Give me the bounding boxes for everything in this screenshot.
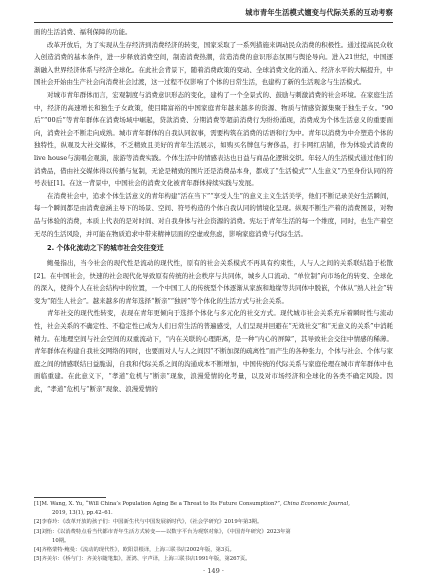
footnote: [4]齐格蒙特·鲍曼：《流动的现代性》，欧阳景根译，上海三联书店2002年版，第3页。 bbox=[34, 547, 235, 554]
footnote-continuation: 2019, 13(1), pp.42–61. bbox=[52, 510, 113, 517]
section-heading: 2. 个体化流动之下的城市社会交往变迁 bbox=[47, 244, 164, 253]
header-rule bbox=[34, 22, 393, 23]
footnote: [5]齐美尔：《桥与门：齐美尔随笔集》，涯鸿、宇声译，上海三联书店1991年版，第267页。 bbox=[34, 556, 251, 563]
paragraph: 青年社交的现代性转变，表现在青年更倾向于选择个体化与多元化的社交方式。现代城市社会关系充斥着瞬时性与流动性，社会关系的不确定性、不稳定性已成为人们日常生活的普遍感受，人们呈现并回避在“无效社交”和“无意义的关系”中消耗精力。在地理空间与社会空间的双重流动下，“内在关联的心理距离，是一种“内心的屏障”，其导致社会交往中情感的稀薄。青年群体在构建自我社交网络的同时，也要面对人与人之间因“不断加深的疏离性”而产生的各种张力，个体与社会、个体与家庭之间的情感联结日益脆弱，自我和代际关系之间的沟通成本不断增加，中国传统的代际关系与家庭伦理在城市青年群体中也面临重建。在此意义下，“孝道”危机与“断亲”现象，浪漫爱情的化考量，以及对市场经济和全球化的各类不确定风险。因此，“孝道”危机与“断亲”现象、浪漫爱情的 bbox=[34, 309, 393, 394]
footnote-continuation: 10期。 bbox=[52, 537, 70, 544]
footnote: [3]刘怡：《以消费特点看当代都市青年生活方式转变——以数字平台为观察对象》，《中国青年研究》2023年第 bbox=[34, 528, 291, 535]
footnote: [2]李春玲：《改革开放的孩子们：中国新生代与中国发展新时代》，《社会学研究》2019年第3期。 bbox=[34, 519, 263, 526]
footnotes bbox=[34, 500, 393, 564]
paragraph: 鲍曼指出，当今社会的现代性是流动的现代性，原有的社会关系模式不再具有约束性，人与人之间的关系联结趋于松散[2]。在中国社会，快速的社会现代化导致原有传统的社会秩序与共同体，城乡人口流动、“单位制”向市场化的转变、全球化的深入，使得个人在社会结构中的位置，一个中国工人的传统型个体逐渐从家族和地缘等共同体中脱嵌，个体从“熟人社会”转变为“陌生人社会”。越来越多的青年选择“断亲”“独居”等个体化的生活方式与社会关系。 bbox=[34, 259, 393, 305]
running-header: 城市青年生活模式嬗变与代际关系的互动考察 bbox=[245, 8, 393, 17]
footnote: [1]M. Wang, X. Yu, “Will China’s Population Aging Be a Threat to Its Future Consumption?”, China Economic Journal, bbox=[34, 501, 350, 507]
paragraph: 改革开放后，为了实现从生存经济到消费经济的转变，国家采取了一系列措施来调动民众消费的积极性。通过提高民众收入创造消费的基本条件，进一步释放消费空间，制造消费热潮，营造消费的意识形态氛围与舆论导向。进入21世纪，中国逐渐融入世界经济体系与经济全球化。在此社会背景下，随着消费政策的变动、全球消费文化的涌入、经济水平的大幅提升，中国社会开始由生产社会向消费社会过渡，这一过程不仅影响了个体的日常生活，也建构了新的生活观念与生活模式。 bbox=[34, 40, 393, 87]
paragraph: 在消费社会中，追求个体生活意义的青年构建“活在当下”“享受人生”的意义主义生活美学，他们不断记录美好生活瞬间，每一个瞬间都是由消费意涵主导下的场景、空间、符号构造的个体自我认同的情境化呈现。纵观不断生产着的消费图景，对物品与体验的消费，本质上代表的是对时间、对自我身体与社会资源的消费。宪坛于青年生活的每一个维度，同时，也生产着空无尽的生活风险，并可能在物质追求中带来精神层面的空虚或焦虑，影响家庭消费与代际生活。 bbox=[34, 191, 393, 238]
article-body bbox=[34, 26, 393, 396]
paragraph: 对城市青年群体而言，宏观制度与消费意识形态的变化，建构了一个全景式的、鼓励与刺激消费的社会环境。在家庭生活中，经济的高速增长和独生子女政策，使目睹富裕的中国家庭青年越来越多的资源、物质与情感资源集聚于独生子女。“90后”“00后”等青年群体在消费场域中崛起，贷款消费、分期消费等超前消费行为纷纷涌现，消费成为个体生活意义的重要面向，消费社会不断走向成熟。城市青年群体的自我认同叙事，需要构筑在消费的话语和行为中。青年以消费为中介塑造个体的独特性，纵观及大社交媒体，不乏精致且美好的青年生活展示，如购买名牌包与奢侈品，打卡网红店铺，作为体验式消费的live house与演唱会观演，旅游等消费实践。个体生活中的情感表达也日益与商品化逻辑交织。年轻人的生活模式通过他们的消费品，借由社交媒体得以传播与复制，无论是精致的图片还是消费品本身，都成了“生活模式”“人生意义”乃至身份认同的符号表征[1]。在这一背景中，中国社会的消费文化被青年群体持续实践与发展。 bbox=[34, 90, 393, 188]
footnote-rule bbox=[34, 497, 106, 498]
paragraph: 面的生活消费、福利保障的功能。 bbox=[34, 28, 132, 36]
page-number: · 149 · bbox=[203, 567, 224, 575]
